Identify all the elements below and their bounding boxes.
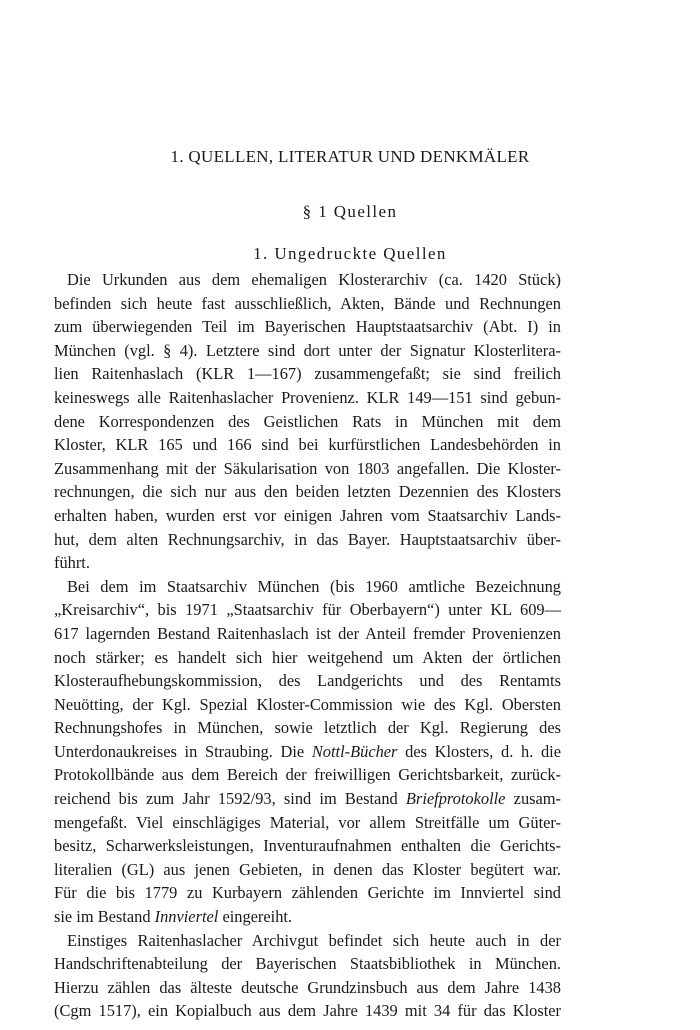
line-text: Bei dem im Staatsarchiv München (bis 1960 amtliche Bezeichnung [67, 576, 561, 596]
line-text: Rechnungshofes in München, sowie letztlich der Kgl. Regierung des [54, 718, 561, 738]
text-line [54, 362, 561, 386]
body-text [54, 268, 561, 1023]
text-line [54, 763, 561, 787]
line-text: literalien (GL) aus jenen Gebieten, in denen das Kloster begütert war. [54, 859, 561, 879]
text-line [54, 268, 561, 292]
line-text: zum überwiegenden Teil im Bayerischen Hauptstaatsarchiv (Abt. I) in [54, 317, 561, 337]
text-line [54, 787, 561, 811]
line-text: erhalten haben, wurden erst vor einigen Jahren vom Staatsarchiv Lands- [54, 505, 561, 525]
line-text: Unterdonaukreises in Straubing. Die [54, 741, 305, 761]
text-line [54, 386, 561, 410]
line-text: hut, dem alten Rechnungsarchiv, in das Bayer. Hauptstaatsarchiv über- [54, 529, 561, 549]
line-text: Klosteraufhebungskommission, des Landgerichts und des Rentamts [54, 671, 561, 691]
text-line [54, 905, 561, 929]
line-text: Zusammenhang mit der Säkularisation von 1803 angefallen. Die Kloster- [54, 458, 561, 478]
line-text: besitz, Scharwerksleistungen, Inventuraufnahmen enthalten die Gerichts- [54, 836, 561, 856]
line-text: 617 lagernden Bestand Raitenhaslach ist der Anteil fremder Provenienzen [54, 623, 561, 643]
line-text: Kloster, KLR 165 und 166 sind bei kurfürstlichen Landesbehörden in [54, 435, 561, 455]
text-line [54, 339, 561, 363]
text-line [54, 551, 561, 575]
line-text: (Cgm 1517), ein Kopialbuch aus dem Jahre 1439 mit 34 für das Kloster [54, 1001, 561, 1021]
text-line [54, 716, 561, 740]
text-line [54, 480, 561, 504]
text-line [54, 952, 561, 976]
text-line [54, 881, 561, 905]
text-line [54, 858, 561, 882]
text-line [54, 292, 561, 316]
line-text: „Kreisarchiv“, bis 1971 „Staatsarchiv für Oberbayern“) unter KL 609— [54, 600, 561, 620]
text-line [54, 646, 561, 670]
line-text-after: zusam- [505, 789, 561, 809]
text-line [54, 740, 561, 764]
text-line [54, 999, 561, 1023]
text-line [54, 410, 561, 434]
text-line [54, 457, 561, 481]
italic-term: Briefprotokolle [405, 789, 506, 809]
text-line [54, 811, 561, 835]
text-line [54, 669, 561, 693]
text-line [54, 834, 561, 858]
line-text: keineswegs alle Raitenhaslacher Provenienz. KLR 149—151 sind gebun- [54, 387, 561, 407]
line-text: führt. [54, 553, 90, 573]
line-text: mengefaßt. Viel einschlägiges Material, vor allem Streitfälle um Güter- [54, 812, 561, 832]
text-line [54, 315, 561, 339]
line-text: Neuötting, der Kgl. Spezial Kloster-Commission wie des Kgl. Obersten [54, 694, 561, 714]
line-text: Protokollbände aus dem Bereich der freiwilligen Gerichtsbarkeit, zurück- [54, 765, 561, 785]
line-text: reichend bis zum Jahr 1592/93, sind im Bestand [54, 789, 398, 809]
line-text: noch stärker; es handelt sich hier weitgehend um Akten der örtlichen [54, 647, 561, 667]
text-line [54, 433, 561, 457]
text-line [54, 504, 561, 528]
line-text: lien Raitenhaslach (KLR 1—167) zusammengefaßt; sie sind freilich [54, 364, 561, 384]
line-text: Handschriftenabteilung der Bayerischen Staatsbibliothek in München. [54, 954, 561, 974]
chapter-title: 1. QUELLEN, LITERATUR UND DENKMÄLER [170, 147, 530, 166]
line-text: befinden sich heute fast ausschließlich, Akten, Bände und Rechnungen [54, 293, 561, 313]
text-line [54, 575, 561, 599]
line-text-after: eingereiht. [218, 907, 293, 927]
line-text: Die Urkunden aus dem ehemaligen Klosterarchiv (ca. 1420 Stück) [67, 270, 561, 289]
text-line [54, 976, 561, 1000]
text-line [54, 598, 561, 622]
section-title: § 1 Quellen [302, 202, 398, 221]
line-text-after: des Klosters, d. h. die [397, 741, 562, 761]
line-text: sie im Bestand [54, 907, 151, 927]
text-line [54, 622, 561, 646]
italic-term: Nottl-Bücher [311, 741, 398, 761]
text-line [54, 693, 561, 717]
line-text: München (vgl. § 4). Letztere sind dort unter der Signatur Klosterlitera- [54, 340, 561, 360]
subsection-title: 1. Ungedruckte Quellen [253, 244, 447, 263]
line-text: Für die bis 1779 zu Kurbayern zählenden Gerichte im Innviertel sind [54, 883, 561, 903]
line-text: Einstiges Raitenhaslacher Archivgut befindet sich heute auch in der [67, 930, 561, 950]
line-text: Hierzu zählen das älteste deutsche Grundzinsbuch aus dem Jahre 1438 [54, 977, 561, 997]
text-line [54, 528, 561, 552]
text-line [54, 929, 561, 953]
line-text: dene Korrespondenzen des Geistlichen Rats in München mit dem [54, 411, 561, 431]
line-text: rechnungen, die sich nur aus den beiden letzten Dezennien des Klosters [54, 482, 561, 502]
italic-term: Innviertel [154, 907, 219, 927]
